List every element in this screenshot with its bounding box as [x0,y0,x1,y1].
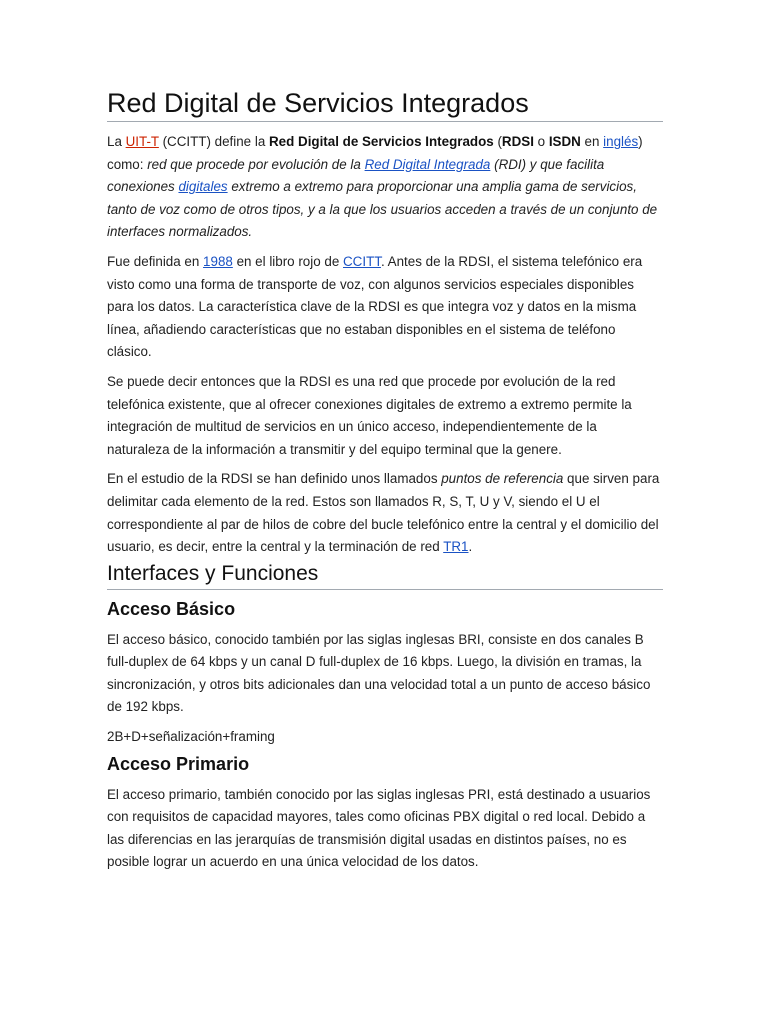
text-span: La [107,134,126,149]
section-heading-interfaces: Interfaces y Funciones [107,561,663,590]
text-span: ) [638,134,643,149]
text-span: que sirven para delimitar cada elemento de la red. Estos son llamados R, S, T, U y V, siendo el U el correspondiente al par de hilos de cobre del bucle telefónico entre la central y el domicilio del usuario, es decir, entre la central y la terminación de red [107,471,660,555]
link-digitales[interactable] [178,179,227,194]
paragraph-history [107,251,663,364]
text-span: como: [107,156,148,172]
paragraph-reference-points [107,468,663,558]
link-red-digital-integrada[interactable] [365,157,491,172]
text-span: o [533,134,549,149]
italic-definition: extremo a extremo para proporcionar una amplia gama de servicios, tanto de voz como de otros tipos, y a la que los usuarios acceden a través de un conjunto de interfaces normalizados. [107,179,658,240]
page-title: Red Digital de Servicios Integrados [107,86,663,122]
paragraph-basic-access: El acceso básico, conocido también por las siglas inglesas BRI, consiste en dos canales B full-duplex de 64 kbps y un canal D full-duplex de 16 kbps. Luego, la división en tramas, la sincronización, y otros bits adicionales dan una velocidad total a un punto de acceso básico de 192 kbps. [107,631,651,715]
paragraph-formula: 2B+D+señalización+framing [107,729,275,745]
paragraph-evolution: Se puede decir entonces que la RDSI es una red que procede por evolución de la red telefónica existente, que al ofrecer conexiones digitales de extremo a extremo permite la integración de multitud de servicios en un único acceso, independientemente de la naturaleza de la información a transmitir y del equipo terminal que la genere. [107,373,632,457]
subsection-heading-primary-access: Acceso Primario [107,753,250,774]
link-ccitt[interactable]: CCITT [343,253,381,269]
paragraph-primary-access: El acceso primario, también conocido por las siglas inglesas PRI, está destinado a usuarios con requisitos de capacidad mayores, tales como oficinas PBX digital o red local. Debido a las diferencias en las jerarquías de transmisión digital usadas en distintos países, no es posible lograr un acuerdo en una única velocidad de los datos. [107,786,651,870]
italic-definition: red que procede por evolución de la [147,156,365,172]
link-tr1[interactable]: TR1 [443,539,469,555]
text-span: Fue definida en [107,253,204,269]
text-span: En el estudio de la RDSI se han definido unos llamados [107,471,442,487]
italic-link-text: digitales [178,179,228,195]
link-uit-t[interactable]: UIT-T [125,134,159,149]
text-span: . [468,539,473,555]
article-content [107,86,663,874]
text-span: ( [493,134,502,149]
link-1988[interactable]: 1988 [203,253,233,269]
italic-definition: (RDI) y que facilita conexiones [107,156,605,195]
bold-term-rdsi-full: Red Digital de Servicios Integrados [269,134,494,149]
bold-term-isdn: ISDN [548,134,581,149]
italic-link-text: Red Digital Integrada [364,156,491,172]
bold-term-rdsi: RDSI [501,134,534,149]
subsection-heading-basic-access: Acceso Básico [107,598,236,619]
text-span: en [580,134,604,149]
link-ingles[interactable]: inglés [603,134,639,149]
text-span: (CCITT) define la [158,134,269,149]
paragraph-intro [107,131,663,244]
text-span: . Antes de la RDSI, el sistema telefónico era visto como una forma de transporte de voz, con algunos servicios especiales disponibles para los datos. La característica clave de la RDSI es que integra voz y datos en la misma línea, añadiendo características que no estaban disponibles en el sistema de teléfono clásico. [107,253,643,360]
text-span: en el libro rojo de [232,253,344,269]
italic-term: puntos de referencia [441,471,564,487]
